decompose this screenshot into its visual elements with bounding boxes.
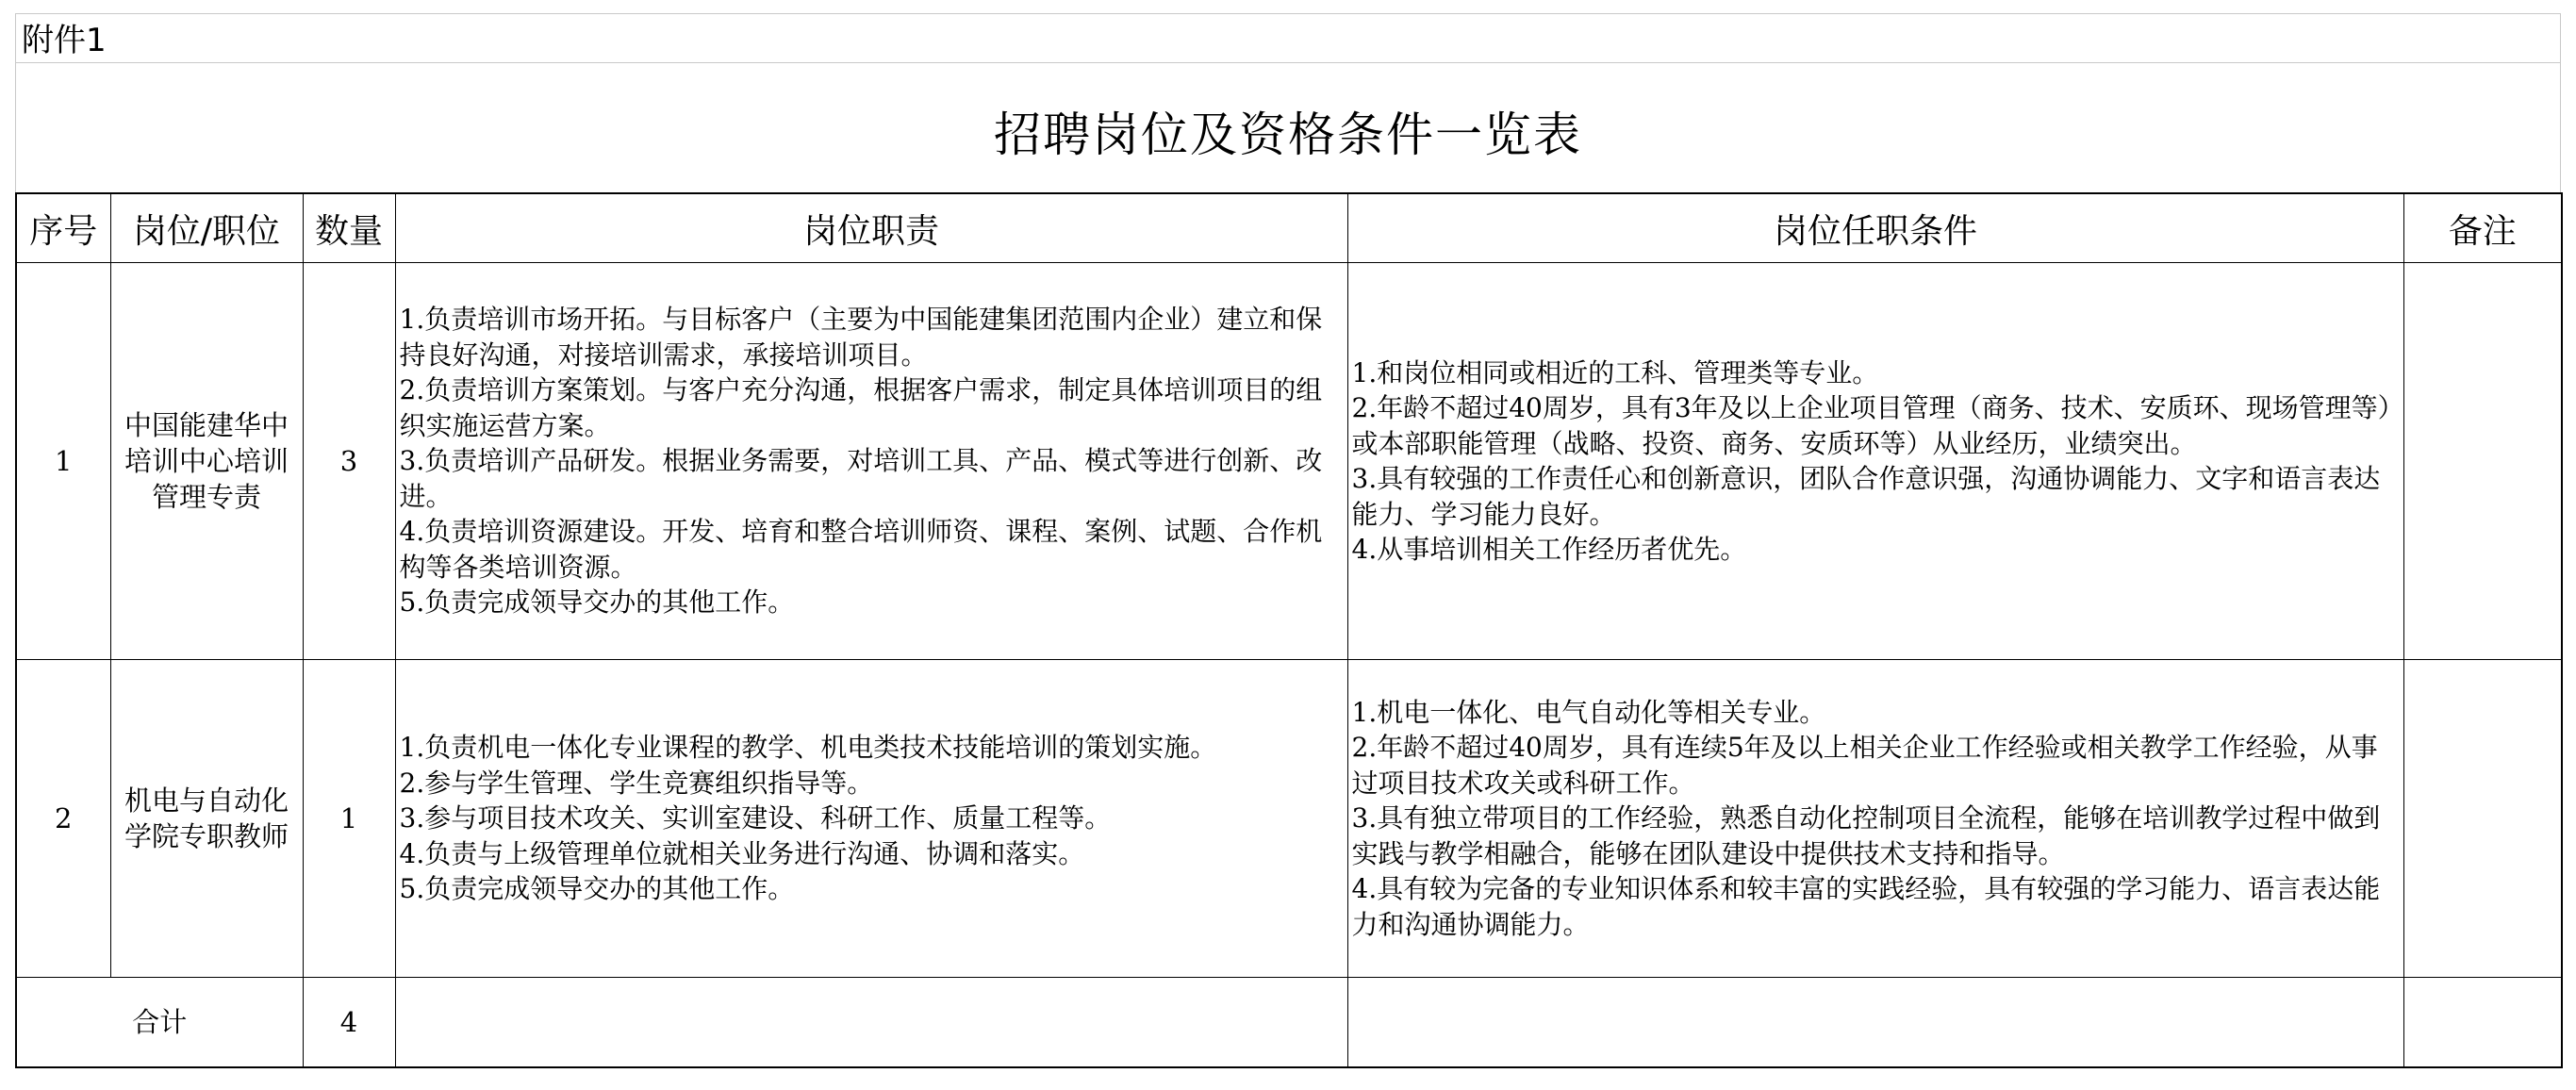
cell-remarks <box>2403 263 2562 660</box>
cell-requirements <box>1347 263 2403 660</box>
duty-line: 2.参与学生管理、学生竞赛组织指导等。 <box>399 767 874 799</box>
cell-index: 2 <box>16 660 110 978</box>
requirement-line: 2.年龄不超过40周岁，具有连续5年及以上相关企业工作经验或相关教学工作经验，从事过项目技术攻关或科研工作。 <box>1351 732 2378 799</box>
positions-table <box>15 192 2563 1068</box>
requirement-line: 3.具有较强的工作责任心和创新意识，团队合作意识强，沟通协调能力、文字和语言表达能力、学习能力良好。 <box>1351 463 2381 530</box>
duty-line: 4.负责与上级管理单位就相关业务进行沟通、协调和落实。 <box>399 837 1085 869</box>
duty-line: 1.负责机电一体化专业课程的教学、机电类技术技能培训的策划实施。 <box>399 732 1217 764</box>
cell-duties <box>395 660 1347 978</box>
header-index: 序号 <box>16 193 110 263</box>
cell-index: 1 <box>16 263 110 660</box>
cell-duties <box>395 263 1347 660</box>
duty-line: 5.负责完成领导交办的其他工作。 <box>399 586 795 619</box>
requirement-line: 3.具有独立带项目的工作经验，熟悉自动化控制项目全流程，能够在培训教学过程中做到实践与教学相融合，能够在团队建设中提供技术支持和指导。 <box>1351 802 2381 869</box>
header-position: 岗位/职位 <box>110 193 303 263</box>
requirement-line: 1.机电一体化、电气自动化等相关专业。 <box>1351 696 1826 728</box>
duty-line: 2.负责培训方案策划。与客户充分沟通，根据客户需求，制定具体培训项目的组织实施运营方案。 <box>399 374 1323 441</box>
header-requirements: 岗位任职条件 <box>1347 193 2403 263</box>
total-empty-cell <box>2403 978 2562 1068</box>
requirement-line: 1.和岗位相同或相近的工科、管理类等专业。 <box>1351 356 1879 388</box>
table-row <box>16 660 2562 978</box>
requirement-line: 4.从事培训相关工作经历者优先。 <box>1351 534 1747 565</box>
requirement-line: 2.年龄不超过40周岁，具有3年及以上企业项目管理（商务、技术、安质环、现场管理等）或本部职能管理（战略、投资、商务、安质环等）从业经历，业绩突出。 <box>1351 392 2391 459</box>
table-header-row <box>16 193 2562 263</box>
total-count: 4 <box>303 978 395 1068</box>
duty-line: 3.参与项目技术攻关、实训室建设、科研工作、质量工程等。 <box>399 802 1112 834</box>
attachment-row <box>15 13 2561 62</box>
cell-position: 机电与自动化学院专职教师 <box>110 660 303 978</box>
attachment-label: 附件1 <box>22 22 107 59</box>
cell-remarks <box>2403 660 2562 978</box>
cell-count: 3 <box>303 263 395 660</box>
header-count: 数量 <box>303 193 395 263</box>
cell-count: 1 <box>303 660 395 978</box>
total-empty-cell <box>1347 978 2403 1068</box>
total-label: 合计 <box>16 978 303 1068</box>
total-row <box>16 978 2562 1068</box>
duty-line: 4.负责培训资源建设。开发、培育和整合培训师资、课程、案例、试题、合作机构等各类培训资源。 <box>399 516 1323 583</box>
document-title: 招聘岗位及资格条件一览表 <box>994 107 1582 162</box>
header-remarks: 备注 <box>2403 193 2562 263</box>
duty-line: 5.负责完成领导交办的其他工作。 <box>399 873 795 905</box>
total-empty-cell <box>395 978 1347 1068</box>
spreadsheet-document <box>15 13 2561 1077</box>
duty-line: 3.负责培训产品研发。根据业务需要，对培训工具、产品、模式等进行创新、改进。 <box>399 445 1323 512</box>
duty-line: 1.负责培训市场开拓。与目标客户（主要为中国能建集团范围内企业）建立和保持良好沟通，对接培训需求，承接培训项目。 <box>399 304 1323 371</box>
table-row <box>16 263 2562 660</box>
header-duties: 岗位职责 <box>395 193 1347 263</box>
cell-requirements <box>1347 660 2403 978</box>
title-row <box>15 62 2561 192</box>
requirement-line: 4.具有较为完备的专业知识体系和较丰富的实践经验，具有较强的学习能力、语言表达能力和沟通协调能力。 <box>1351 873 2381 940</box>
cell-position: 中国能建华中培训中心培训管理专责 <box>110 263 303 660</box>
